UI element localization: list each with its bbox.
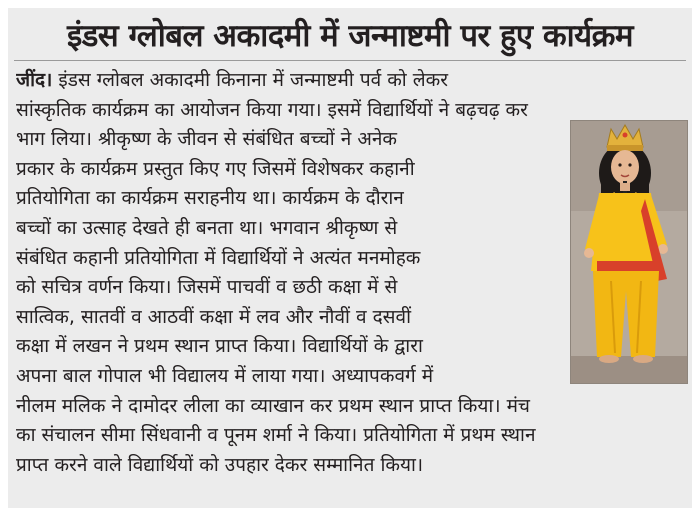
- article-line-3: भाग लिया। श्रीकृष्ण के जीवन से संबंधित बच्चों ने अनेक: [16, 128, 397, 151]
- article-line-14: प्राप्त करने वाले विद्यार्थियों को उपहार देकर सम्मानित किया।: [16, 453, 424, 476]
- article-line-2: सांस्कृतिक कार्यक्रम का आयोजन किया गया। इसमें विद्यार्थियों ने बढ़चढ़ कर: [16, 98, 528, 121]
- article-line-1-text: इंडस ग्लोबल अकादमी किनाना में जन्माष्टमी पर्व को लेकर: [58, 69, 449, 91]
- article-line-6: बच्चों का उत्साह देखते ही बनता था। भगवान श्रीकृष्ण से: [16, 216, 398, 239]
- article-line-4: प्रकार के कार्यक्रम प्रस्तुत किए गए जिसमें विशेषकर कहानी: [16, 157, 415, 180]
- headline: इंडस ग्लोबल अकादमी में जन्माष्टमी पर हुए कार्यक्रम: [66, 18, 634, 54]
- article-line-10: कक्षा में लखन ने प्रथम स्थान प्राप्त किया। विद्यार्थियों के द्वारा: [16, 335, 423, 358]
- article-line-11: अपना बाल गोपाल भी विद्यालय में लाया गया। अध्यापकवर्ग में: [16, 364, 434, 387]
- article-line-8: को सचित्र वर्णन किया। जिसमें पाचवीं व छठी कक्षा में से: [16, 276, 398, 299]
- news-photo: [570, 120, 688, 384]
- dateline: जींद।: [16, 69, 53, 91]
- article-line-12: नीलम मलिक ने दामोदर लीला का व्याखान कर प्रथम स्थान प्राप्त किया। मंच: [16, 394, 530, 417]
- article-line-5: प्रतियोगिता का कार्यक्रम सराहनीय था। कार्यक्रम के दौरान: [16, 187, 404, 210]
- news-clipping: [8, 8, 692, 508]
- article-line-13: का संचालन सीमा सिंधवानी व पूनम शर्मा ने किया। प्रतियोगिता में प्रथम स्थान: [16, 424, 536, 447]
- article-line-7: संबंधित कहानी प्रतियोगिता में विद्यार्थियों ने अत्यंत मनमोहक: [16, 246, 421, 269]
- headline-divider: [14, 60, 686, 61]
- child-in-krishna-costume-illustration: [571, 121, 688, 384]
- article-line-9: सात्विक, सातवीं व आठवीं कक्षा में लव और नौवीं व दसवीं: [16, 305, 411, 328]
- article-line-1: [16, 66, 576, 96]
